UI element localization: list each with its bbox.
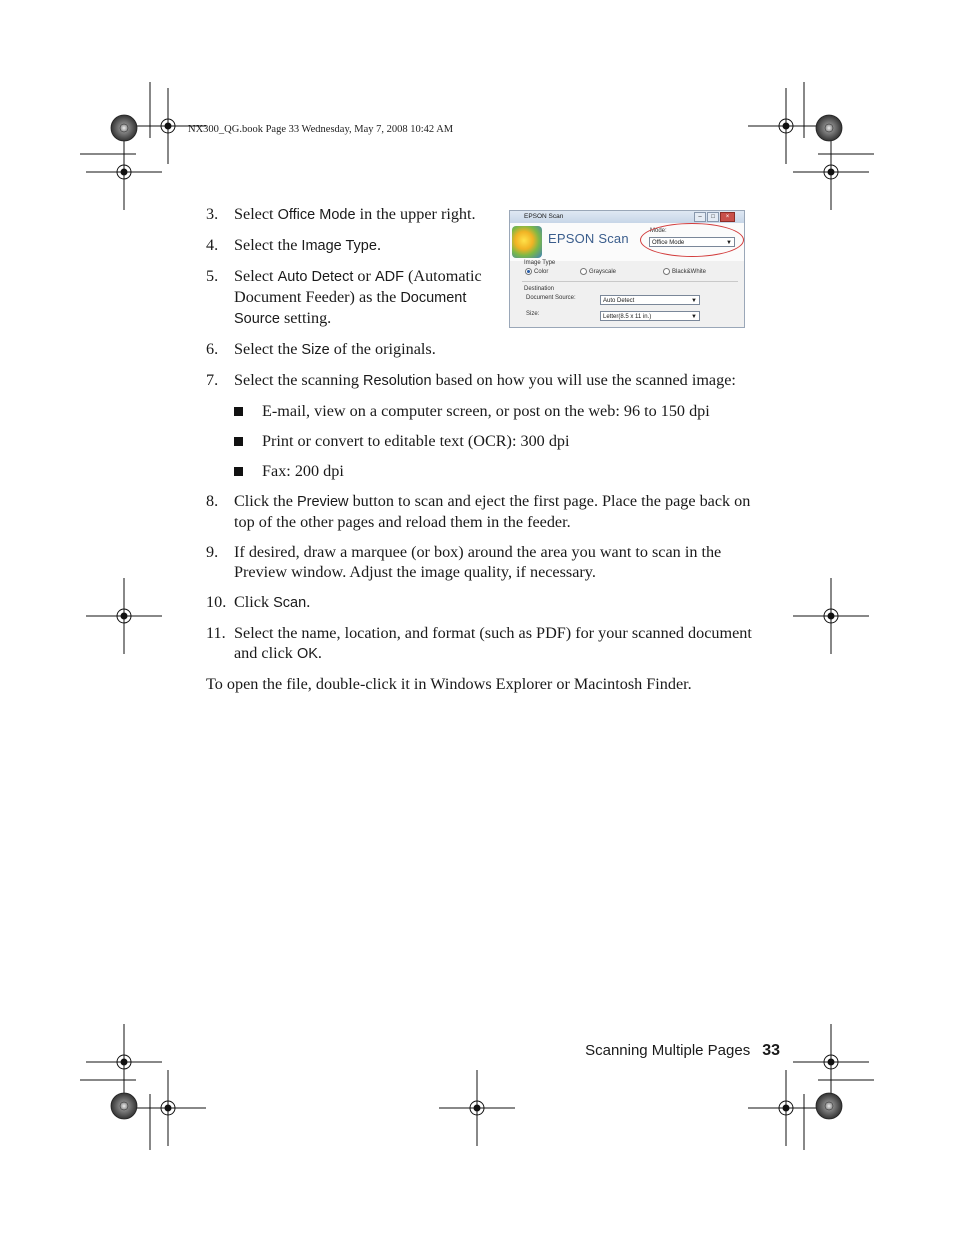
page-number: 33 [762,1042,780,1059]
ui-term: OK [296,646,318,662]
step-number: 7. [206,371,219,389]
radio-label: Black&White [672,269,707,276]
sunburst-mark-icon [816,115,842,141]
step-text: . [376,236,381,254]
ui-term: Document Source [234,290,467,327]
crosshair-mark-icon [86,1024,162,1100]
crosshair-mark-icon [86,578,162,654]
crosshair-mark-icon [130,88,206,164]
chevron-down-icon: ▼ [691,314,697,320]
step-text: of the originals. [329,340,436,358]
crosshair-mark-icon [793,1024,869,1100]
ui-term: Resolution [363,373,432,389]
step-number: 4. [206,236,219,254]
size-label: Size: [526,311,540,317]
chevron-down-icon: ▼ [726,240,732,246]
crosshair-mark-icon [439,1070,515,1146]
bullet-text: E-mail, view on a computer screen, or post on the web: 96 to 150 dpi [262,402,710,420]
step-text: setting. [279,309,332,327]
bullet-text: Print or convert to editable text (OCR): 300 dpi [262,432,570,450]
radio-label: Grayscale [589,269,617,276]
step-number: 10. [206,593,227,611]
sunburst-mark-icon [816,1093,842,1119]
step-number: 3. [206,205,219,223]
window-title: EPSON Scan [524,213,564,220]
ui-term: Preview [296,494,349,510]
document-source-label: Document Source: [526,295,576,301]
step-text: in the upper right. [355,205,476,223]
ui-term: Size [301,342,330,358]
footer-section-title: Scanning Multiple Pages [585,1042,751,1059]
step-text: Select [234,205,278,223]
ui-term: Office Mode [277,207,356,223]
step-text: Select the scanning [234,371,364,389]
maximize-icon[interactable]: □ [707,212,719,222]
step-text: Click [234,593,274,611]
image-type-label: Image Type [524,260,556,266]
crosshair-mark-icon [793,578,869,654]
ui-term: Image Type [301,238,377,254]
ui-term: Auto Detect [277,269,354,285]
chevron-down-icon: ▼ [691,298,697,304]
step-text: based on how you will use the scanned image: [431,371,736,389]
step-text: Select the [234,340,302,358]
step-text: If desired, draw a marquee (or box) around the area you want to scan in the Preview window. Adjust the image quality, if necessary. [234,543,722,581]
step-number: 9. [206,543,219,561]
ui-term: Scan [273,595,307,611]
step-text: Select [234,267,278,285]
crosshair-mark-icon [793,134,869,210]
step-number: 11. [206,624,226,642]
step-text: (Automatic Document Feeder) as the [234,267,482,306]
closing-paragraph: To open the file, double-click it in Windows Explorer or Macintosh Finder. [206,675,692,693]
mode-select-value: Office Mode [652,240,685,246]
destination-label: Destination [524,286,555,292]
step-number: 6. [206,340,219,358]
step-text: Select the name, location, and format (such as PDF) for your scanned document and click [234,624,752,662]
close-icon[interactable]: × [720,212,735,222]
crosshair-mark-icon [86,134,162,210]
crosshair-mark-icon [748,1070,824,1146]
epson-brand-text: EPSON Scan [548,231,629,246]
step-number: 8. [206,492,219,510]
document-source-value: Auto Detect [603,298,635,304]
minimize-icon[interactable]: – [694,212,706,222]
step-number: 5. [206,267,219,285]
bullet-text: Fax: 200 dpi [262,462,344,480]
book-header-line: NX300_QG.book Page 33 Wednesday, May 7, 2008 10:42 AM [188,124,454,135]
sunburst-mark-icon [111,115,137,141]
mode-label: Mode: [650,228,667,234]
ui-term: ADF [374,269,404,285]
step-text: Click the [234,492,297,510]
step-text: Select the [234,236,302,254]
size-value: Letter(8.5 x 11 in.) [603,314,652,320]
radio-label: Color [534,269,549,276]
step-text: . [317,644,322,662]
step-text: or [353,267,375,285]
step-text: . [306,593,311,611]
crosshair-mark-icon [748,88,824,164]
sunburst-mark-icon [111,1093,137,1119]
step-text: button to scan and eject the first page. Place the page back on top of the other pages and reload them in the feeder. [234,492,751,531]
crosshair-mark-icon [130,1070,206,1146]
